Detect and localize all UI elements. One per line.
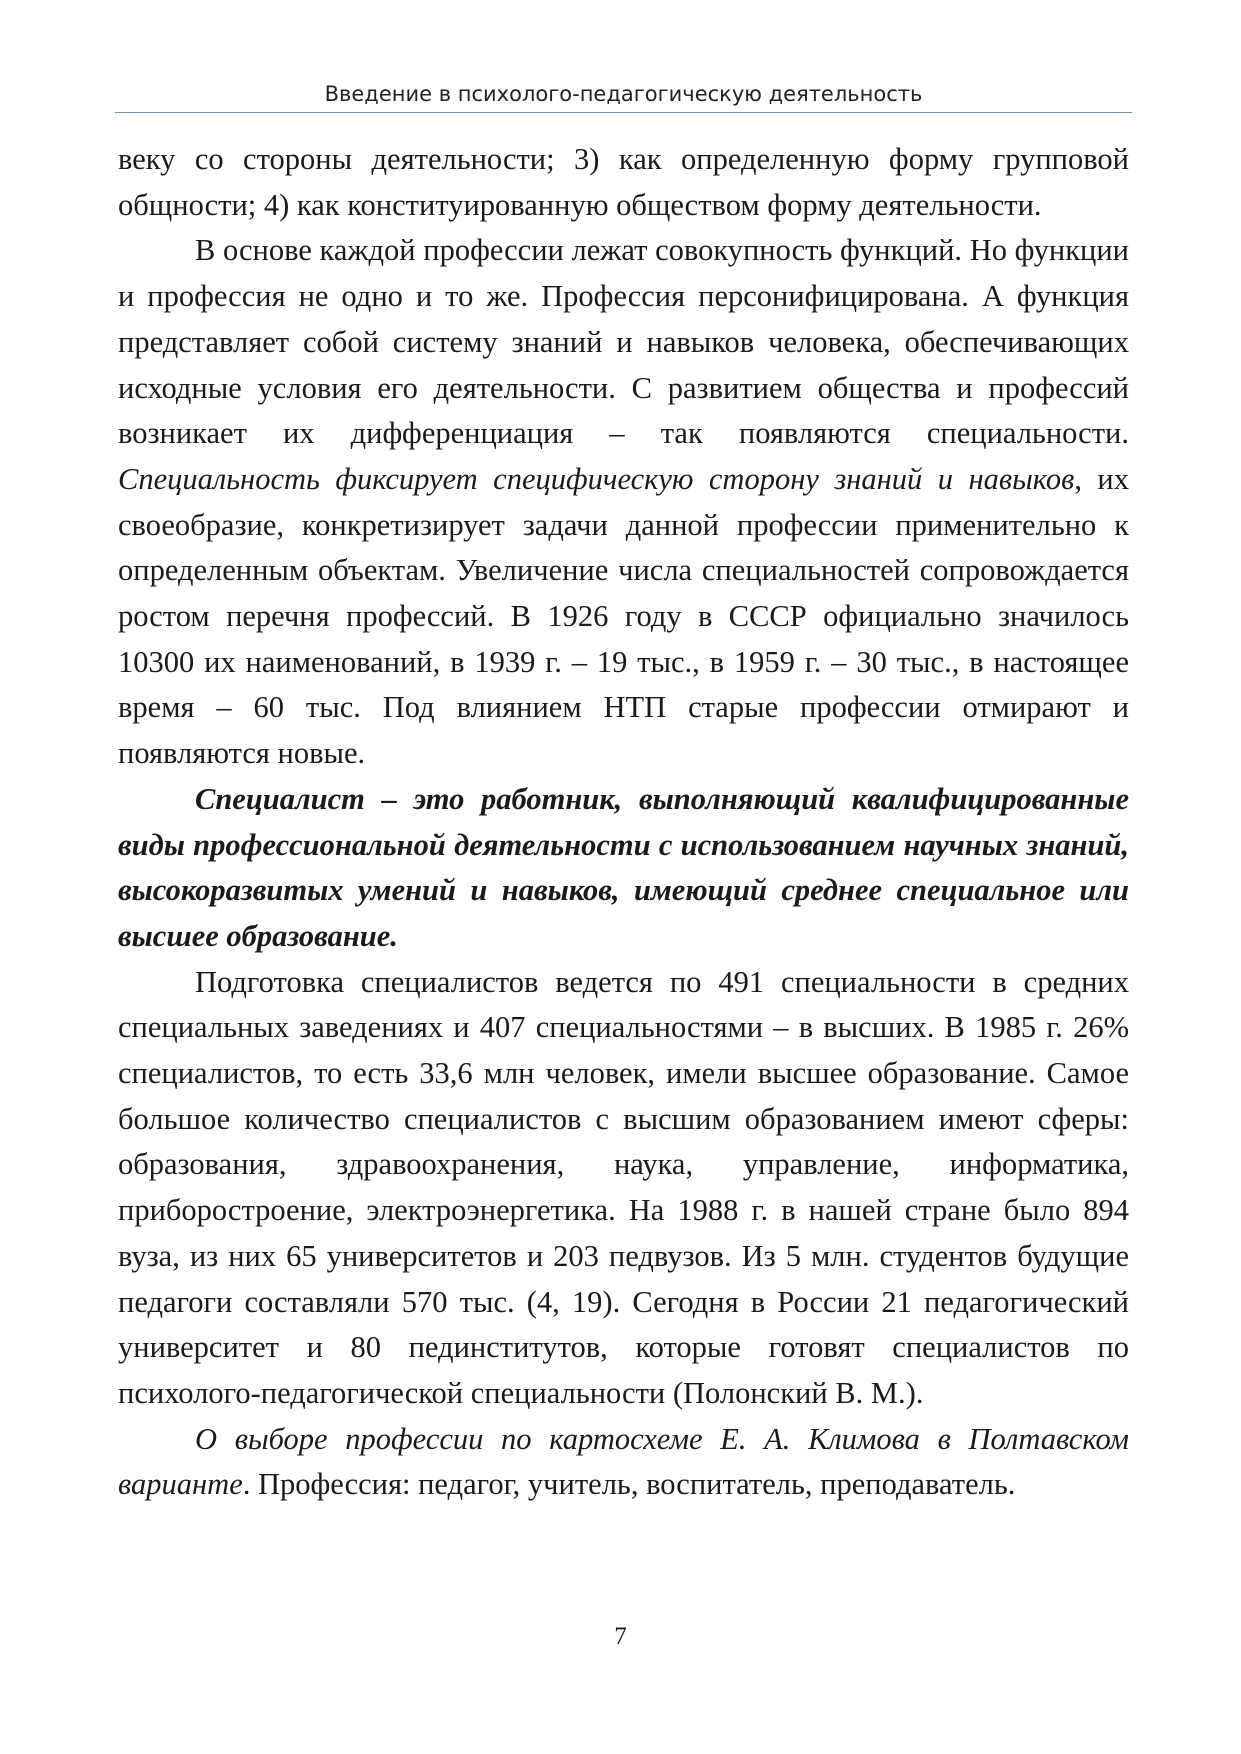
- specialty-emphasis: Специальность фиксирует специфическую сторону знаний и навыков: [118, 461, 1075, 496]
- paragraph-specialty-text-end: , их своеобразие, конкретизирует задачи данной профессии применительно к определенным объектам. Увеличение числа специальностей сопровождается ростом перечня профессий. В 1926 году в СССР официально значилось 10300 их наименований, в 1939 г. – 19 тыс., в 1959 г. – 30 тыс., в настоящее время – 60 тыс. Под влиянием НТП старые профессии отмирают и появляются новые.: [118, 461, 1129, 771]
- paragraph-specialty-text-start: В основе каждой профессии лежат совокупность функций. Но функции и профессия не одно и то же. Профессия персонифицирована. А функция представляет собой систему знаний и навыков человека, обеспечивающих исходные условия его деятельности. С развитием общества и профессий возникает их дифференциация – так появляются специальности.: [118, 233, 1129, 451]
- profession-choice-emphasis: О выборе профессии по картосхеме Е. А. Климова в Полтавском варианте: [118, 1421, 1129, 1502]
- header-divider: [115, 112, 1132, 113]
- paragraph-profession-choice: [118, 1417, 1129, 1508]
- specialist-definition: Специалист – это работник, выполняющий квалифицированные виды профессиональной деятельности с использованием научных знаний, высокоразвитых умений и навыков, имеющий среднее специальное или высшее образование.: [118, 781, 1129, 953]
- paragraph-continuation: веку со стороны деятельности; 3) как определенную форму групповой общности; 4) как конституированную обществом форму деятельности.: [118, 142, 1129, 222]
- profession-choice-text: . Профессия: педагог, учитель, воспитатель, преподаватель.: [242, 1467, 1016, 1502]
- page-body: [118, 137, 1129, 1508]
- page-number: 7: [614, 1623, 627, 1650]
- paragraph-training: Подготовка специалистов ведется по 491 специальности в средних специальных заведениях и 407 специальностями – в высших. В 1985 г. 26% специалистов, то есть 33,6 млн человек, имели высшее образование. Самое большое количество специалистов с высшим образованием имеют сферы: образования, здравоохранения, наука, управление, информатика, приборостроение, электроэнергетика. На 1988 г. в нашей стране было 894 вуза, из них 65 университетов и 203 педвузов. Из 5 млн. студентов будущие педагоги составляли 570 тыс. (4, 19). Сегодня в России 21 педагогический университет и 80 пединститутов, которые готовят специалистов по психолого-педагогической специальности (Полонский В. М.).: [118, 964, 1129, 1410]
- running-header: Введение в психолого-педагогическую деятельность: [324, 82, 923, 106]
- paragraph-specialty: [118, 228, 1129, 776]
